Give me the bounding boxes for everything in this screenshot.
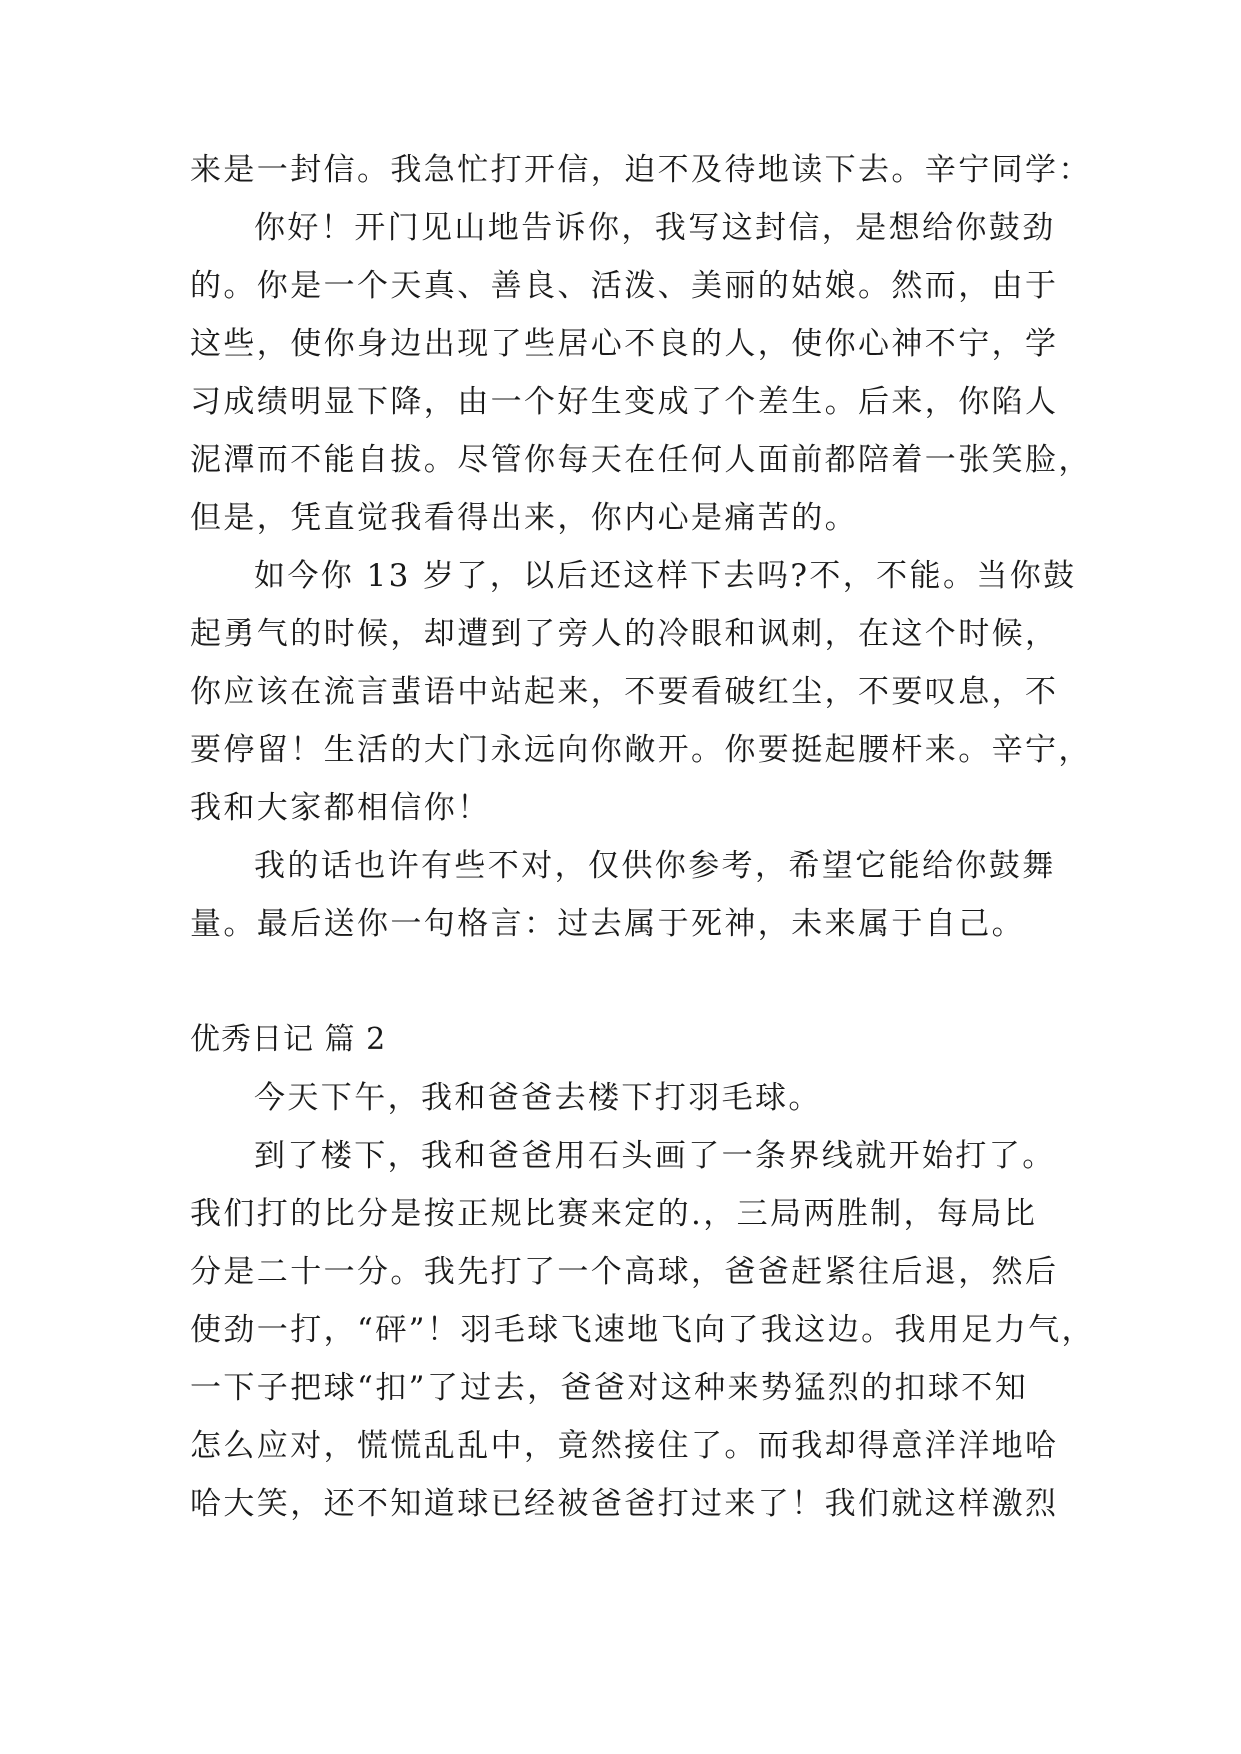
text-line: 的。你是一个天真、善良、活泼、美丽的姑娘。然而，由于 xyxy=(190,268,1059,304)
text-line: 一下子把球“扣”了过去，爸爸对这种来势猛烈的扣球不知 xyxy=(190,1370,1029,1406)
text-line: 要停留！生活的大门永远向你敞开。你要挺起腰杆来。辛宁， xyxy=(190,732,1092,768)
text-line: 你好！开门见山地告诉你，我写这封信，是想给你鼓劲 xyxy=(254,210,1056,246)
text-line: 起勇气的时候，却遭到了旁人的冷眼和讽刺，在这个时候， xyxy=(190,616,1059,652)
text-line: 哈大笑，还不知道球已经被爸爸打过来了！我们就这样激烈 xyxy=(190,1486,1059,1522)
text-line: 分是二十一分。我先打了一个高球，爸爸赶紧往后退，然后 xyxy=(190,1254,1059,1290)
text-line: 怎么应对，慌慌乱乱中，竟然接住了。而我却得意洋洋地哈 xyxy=(190,1428,1059,1464)
text-line: 我们打的比分是按正规比赛来定的.，三局两胜制，每局比 xyxy=(190,1196,1038,1232)
text-line: 我的话也许有些不对，仅供你参考，希望它能给你鼓舞 xyxy=(254,848,1056,884)
section-heading: 优秀日记 篇 2 xyxy=(190,1022,387,1057)
text-line: 到了楼下，我和爸爸用石头画了一条界线就开始打了。 xyxy=(254,1138,1056,1174)
text-line: 习成绩明显下降，由一个好生变成了个差生。后来，你陷人 xyxy=(190,384,1059,420)
text-line: 使劲一打，“砰”！羽毛球飞速地飞向了我这边。我用足力气， xyxy=(190,1312,1095,1348)
text-line: 泥潭而不能自拔。尽管你每天在任何人面前都陪着一张笑脸， xyxy=(190,442,1092,478)
text-line: 但是，凭直觉我看得出来，你内心是痛苦的。 xyxy=(190,500,858,536)
text-line: 这些，使你身边出现了些居心不良的人，使你心神不宁，学 xyxy=(190,326,1059,362)
text-line: 我和大家都相信你！ xyxy=(190,790,491,826)
text-line: 如今你 13 岁了，以后还这样下去吗?不，不能。当你鼓 xyxy=(254,558,1077,594)
text-line: 你应该在流言蜚语中站起来，不要看破红尘，不要叹息，不 xyxy=(190,674,1059,710)
text-line: 量。最后送你一句格言：过去属于死神，未来属于自己。 xyxy=(190,906,1025,942)
text-line: 今天下午，我和爸爸去楼下打羽毛球。 xyxy=(254,1080,822,1116)
text-line: 来是一封信。我急忙打开信，迫不及待地读下去。辛宁同学： xyxy=(190,152,1092,188)
